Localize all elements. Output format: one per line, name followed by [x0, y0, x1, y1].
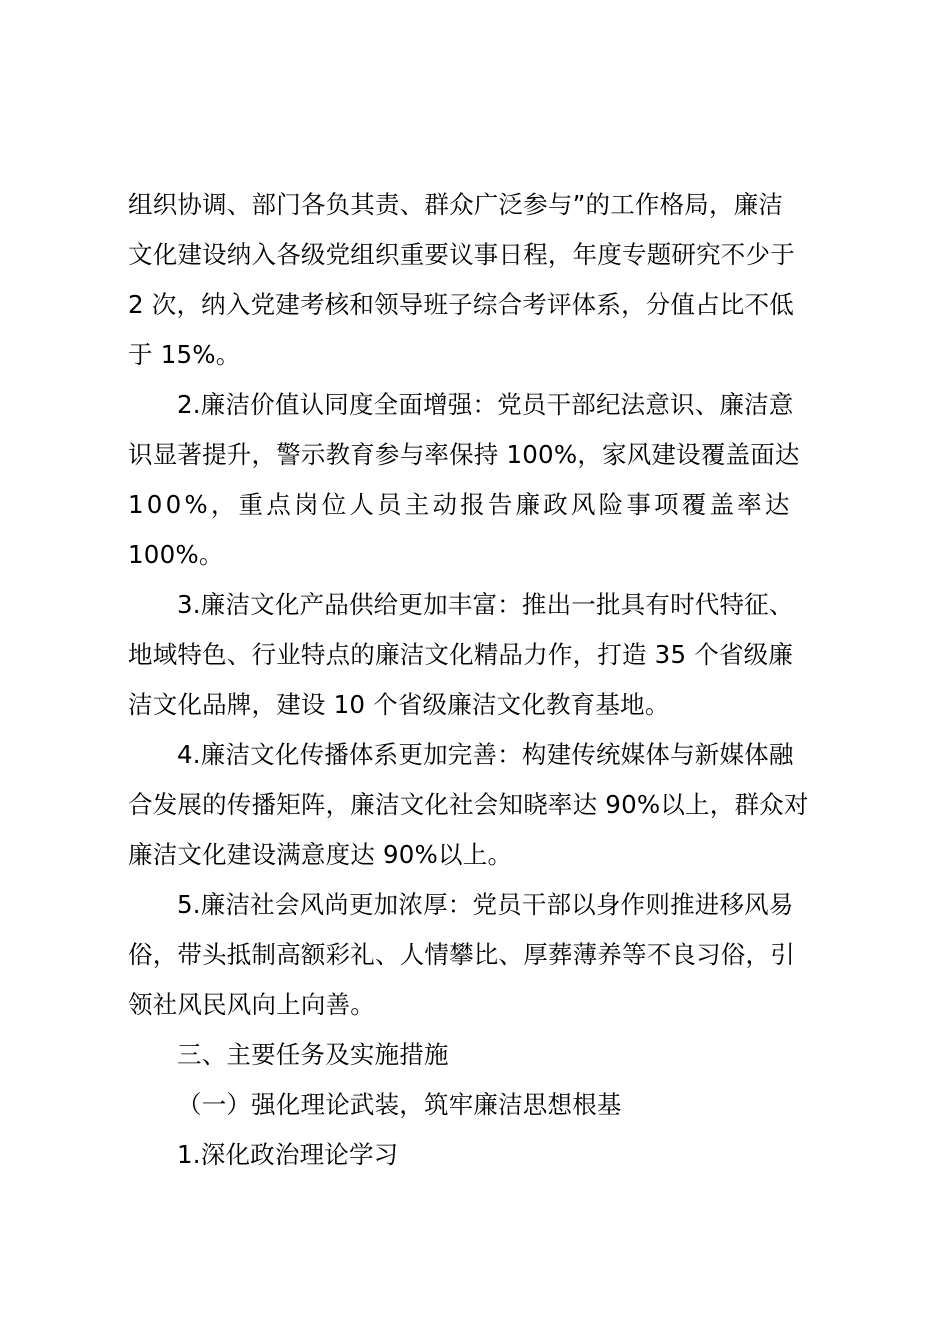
text-line: 于 15%。: [128, 340, 241, 369]
text-line: 100%。: [128, 540, 224, 569]
text-line: 领社风民风向上向善。: [128, 990, 375, 1019]
item-heading: 1.深化政治理论学习: [177, 1140, 399, 1169]
text-line: 廉洁文化建设满意度达 90%以上。: [128, 840, 513, 869]
text-line: 地域特色、行业特点的廉洁文化精品力作，打造 35 个省级廉: [128, 640, 794, 669]
paragraph-goal-5: [128, 880, 832, 1030]
subsection-heading: （一）强化理论武装，筑牢廉洁思想根基: [177, 1090, 622, 1119]
section-heading: 三、主要任务及实施措施: [177, 1040, 449, 1069]
text-line: 3.廉洁文化产品供给更加丰富：推出一批具有时代特征、: [177, 590, 794, 619]
paragraph-work-pattern: [128, 180, 832, 380]
text-line: 组织协调、部门各负其责、群众广泛参与”的工作格局，廉洁: [128, 190, 784, 219]
paragraph-goal-2: [128, 380, 832, 580]
text-line: 识显著提升，警示教育参与率保持 100%，家风建设覆盖面达: [128, 440, 800, 469]
paragraph-goal-3: [128, 580, 832, 730]
paragraph-goal-4: [128, 730, 832, 880]
text-line: 100%，重点岗位人员主动报告廉政风险事项覆盖率达: [128, 490, 793, 519]
text-line: 文化建设纳入各级党组织重要议事日程，年度专题研究不少于: [128, 240, 795, 269]
text-line: 俗，带头抵制高额彩礼、人情攀比、厚葬薄养等不良习俗，引: [128, 940, 795, 969]
text-line: 4.廉洁文化传播体系更加完善：构建传统媒体与新媒体融: [177, 740, 794, 769]
text-line: 合发展的传播矩阵，廉洁文化社会知晓率达 90%以上，群众对: [128, 790, 809, 819]
text-line: 洁文化品牌，建设 10 个省级廉洁文化教育基地。: [128, 690, 670, 719]
text-line: 2 次，纳入党建考核和领导班子综合考评体系，分值占比不低: [128, 290, 794, 319]
document-page: [128, 180, 832, 1180]
text-line: 5.廉洁社会风尚更加浓厚：党员干部以身作则推进移风易: [177, 890, 794, 919]
text-line: 2.廉洁价值认同度全面增强：党员干部纪法意识、廉洁意: [177, 390, 794, 419]
